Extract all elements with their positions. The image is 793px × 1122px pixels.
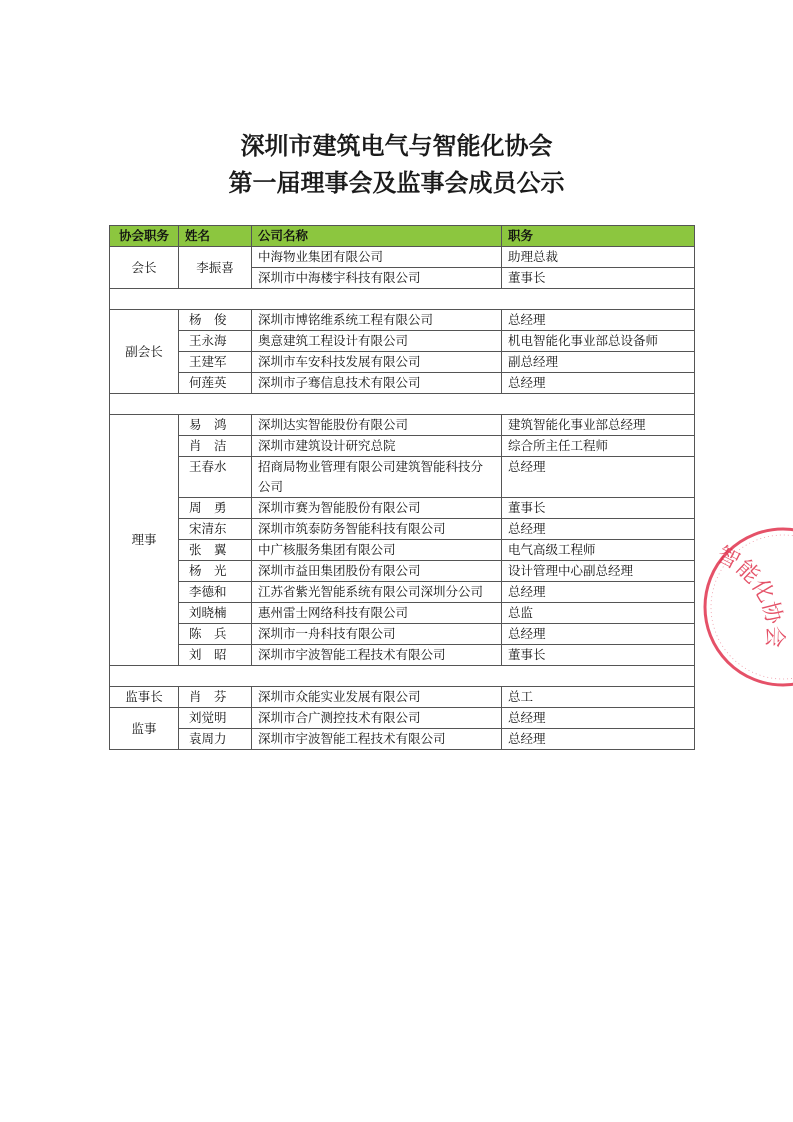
members-table	[109, 225, 695, 750]
name-cell: 刘觉明	[179, 708, 252, 729]
company-cell: 深圳市合广测控技术有限公司	[252, 708, 502, 729]
title-cell: 总工	[502, 687, 695, 708]
company-cell: 深圳市宇波智能工程技术有限公司	[252, 645, 502, 666]
separator-row	[110, 394, 695, 415]
company-cell: 深圳市子骞信息技术有限公司	[252, 373, 502, 394]
seal-text: 智能化协会	[712, 542, 787, 649]
company-cell: 深圳市筑泰防务智能科技有限公司	[252, 519, 502, 540]
title-cell: 董事长	[502, 645, 695, 666]
table-row	[110, 331, 695, 352]
name-cell: 李振喜	[179, 247, 252, 289]
title-cell: 董事长	[502, 268, 695, 289]
name-cell: 王建军	[179, 352, 252, 373]
title-cell: 董事长	[502, 498, 695, 519]
name-cell: 肖 芬	[179, 687, 252, 708]
name-cell: 王永海	[179, 331, 252, 352]
title-cell: 总经理	[502, 310, 695, 331]
title-cell: 总经理	[502, 457, 695, 498]
company-cell: 江苏省紫光智能系统有限公司深圳分公司	[252, 582, 502, 603]
separator-row	[110, 666, 695, 687]
name-cell: 袁周力	[179, 729, 252, 750]
table-row	[110, 352, 695, 373]
title-cell: 设计管理中心副总经理	[502, 561, 695, 582]
table-row	[110, 436, 695, 457]
position-cell: 监事长	[110, 687, 179, 708]
table-row	[110, 687, 695, 708]
table-row	[110, 373, 695, 394]
table-row	[110, 624, 695, 645]
position-cell: 理事	[110, 415, 179, 666]
table-row	[110, 415, 695, 436]
name-cell: 刘晓楠	[179, 603, 252, 624]
position-cell: 副会长	[110, 310, 179, 394]
table-row	[110, 645, 695, 666]
table-row	[110, 519, 695, 540]
table-row	[110, 498, 695, 519]
table-row	[110, 603, 695, 624]
table-row	[110, 561, 695, 582]
company-cell: 奥意建筑工程设计有限公司	[252, 331, 502, 352]
name-cell: 周 勇	[179, 498, 252, 519]
position-cell: 会长	[110, 247, 179, 289]
company-cell: 深圳市博铭维系统工程有限公司	[252, 310, 502, 331]
table-row	[110, 247, 695, 268]
company-cell: 深圳市中海楼宇科技有限公司	[252, 268, 502, 289]
name-cell: 刘 昭	[179, 645, 252, 666]
company-cell: 深圳市益田集团股份有限公司	[252, 561, 502, 582]
name-cell: 肖 洁	[179, 436, 252, 457]
svg-text:智能化协会	[713, 542, 787, 648]
company-cell: 深圳市一舟科技有限公司	[252, 624, 502, 645]
company-cell: 深圳达实智能股份有限公司	[252, 415, 502, 436]
name-cell: 易 鸿	[179, 415, 252, 436]
position-cell: 监事	[110, 708, 179, 750]
name-cell: 李德和	[179, 582, 252, 603]
title-cell: 总经理	[502, 624, 695, 645]
table-row	[110, 457, 695, 498]
name-cell: 宋清东	[179, 519, 252, 540]
title-cell: 总经理	[502, 519, 695, 540]
company-cell: 中广核服务集团有限公司	[252, 540, 502, 561]
table-row	[110, 540, 695, 561]
title-cell: 综合所主任工程师	[502, 436, 695, 457]
name-cell: 杨 俊	[179, 310, 252, 331]
header-title: 职务	[502, 226, 695, 247]
name-cell: 王春水	[179, 457, 252, 498]
company-cell: 深圳市建筑设计研究总院	[252, 436, 502, 457]
title-cell: 总经理	[502, 373, 695, 394]
title-cell: 总经理	[502, 708, 695, 729]
table-row	[110, 310, 695, 331]
header-position: 协会职务	[110, 226, 179, 247]
title-cell: 助理总裁	[502, 247, 695, 268]
company-cell: 深圳市宇波智能工程技术有限公司	[252, 729, 502, 750]
title-cell: 总监	[502, 603, 695, 624]
title-cell: 建筑智能化事业部总经理	[502, 415, 695, 436]
title-cell: 总经理	[502, 729, 695, 750]
table-row	[110, 729, 695, 750]
title-cell: 副总经理	[502, 352, 695, 373]
company-cell: 招商局物业管理有限公司建筑智能科技分公司	[252, 457, 502, 498]
company-cell: 深圳市车安科技发展有限公司	[252, 352, 502, 373]
table-row	[110, 582, 695, 603]
name-cell: 张 翼	[179, 540, 252, 561]
name-cell: 何莲英	[179, 373, 252, 394]
name-cell: 杨 光	[179, 561, 252, 582]
company-cell: 深圳市众能实业发展有限公司	[252, 687, 502, 708]
company-cell: 深圳市赛为智能股份有限公司	[252, 498, 502, 519]
document-subtitle: 第一届理事会及监事会成员公示	[228, 169, 565, 197]
name-cell: 陈 兵	[179, 624, 252, 645]
separator-row	[110, 289, 695, 310]
title-cell: 机电智能化事业部总设备师	[502, 331, 695, 352]
header-company: 公司名称	[252, 226, 502, 247]
title-cell: 总经理	[502, 582, 695, 603]
association-seal	[695, 520, 793, 690]
company-cell: 惠州雷士网络科技有限公司	[252, 603, 502, 624]
title-cell: 电气高级工程师	[502, 540, 695, 561]
company-cell: 中海物业集团有限公司	[252, 247, 502, 268]
table-row	[110, 708, 695, 729]
table-header-row	[110, 226, 695, 247]
header-name: 姓名	[179, 226, 252, 247]
document-title: 深圳市建筑电气与智能化协会	[240, 132, 553, 160]
